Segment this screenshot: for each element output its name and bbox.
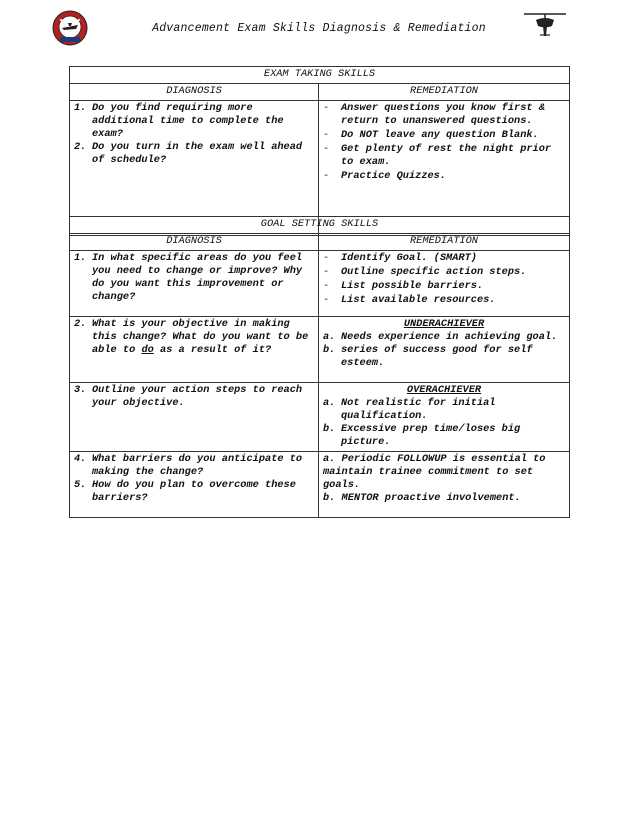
list-item: a. Needs experience in achieving goal.	[323, 331, 558, 343]
table-row	[70, 317, 570, 383]
section-title: GOAL SETTING SKILLS	[70, 217, 570, 234]
table-row	[70, 251, 570, 317]
goal-remediation-cell	[319, 251, 570, 317]
column-header-remediation: REMEDIATION	[319, 234, 570, 251]
list-item: 3. Outline your action steps to reach your objective.	[74, 384, 303, 409]
list-item: b. Excessive prep time/loses big picture.	[323, 423, 521, 448]
section-title: EXAM TAKING SKILLS	[70, 67, 570, 84]
goal-remediation-cell	[319, 383, 570, 452]
list-item: b. series of success good for self esteem.	[323, 344, 533, 369]
list-item: 1. Do you find requiring more additional time to complete the exam?	[74, 102, 284, 140]
followup-note: a. Periodic FOLLOWUP is essential to maintain trainee commitment to set goals.	[323, 453, 546, 491]
page-title: Advancement Exam Skills Diagnosis & Remediation	[152, 22, 486, 35]
list-item: a. Not realistic for initial qualification.	[323, 397, 496, 422]
list-item: 4. What barriers do you anticipate to making the change?	[74, 453, 303, 478]
goal-diagnosis-cell	[70, 251, 319, 317]
underachiever-heading: UNDERACHIEVER	[403, 318, 485, 330]
overachiever-heading: OVERACHIEVER	[406, 384, 482, 396]
goal-setting-skills-table	[69, 216, 570, 518]
column-header-diagnosis: DIAGNOSIS	[70, 84, 319, 101]
list-item: 1. In what specific areas do you feel you need to change or improve? Why do you want this improvement or change?	[74, 252, 303, 303]
list-item: - List available resources.	[323, 294, 496, 306]
list-item: 2. What is your objective in making this change? What do you want to be able to do as a result of it?	[74, 318, 309, 356]
goal-remediation-cell	[319, 452, 570, 518]
page-header	[0, 0, 638, 60]
list-item: - Identify Goal. (SMART)	[323, 252, 477, 264]
list-item: - Outline specific action steps.	[323, 266, 527, 278]
list-item: 5. How do you plan to overcome these barriers?	[74, 479, 296, 504]
table-row	[70, 452, 570, 518]
column-header-diagnosis: DIAGNOSIS	[70, 234, 319, 251]
list-item: 2. Do you turn in the exam well ahead of schedule?	[74, 141, 303, 166]
exam-taking-skills-table	[69, 66, 570, 236]
goal-diagnosis-cell	[70, 383, 319, 452]
list-item: - Practice Quizzes.	[323, 170, 447, 182]
list-item: - List possible barriers.	[323, 280, 484, 292]
list-item: - Get plenty of rest the night prior to exam.	[323, 143, 552, 168]
helicopter-icon	[522, 8, 568, 38]
mentor-note: b. MENTOR proactive involvement.	[323, 492, 521, 504]
goal-diagnosis-cell	[70, 452, 319, 518]
goal-remediation-cell	[319, 317, 570, 383]
table-row	[70, 383, 570, 452]
list-item: - Do NOT leave any question Blank.	[323, 129, 539, 141]
list-item: - Answer questions you know first & return to unanswered questions.	[323, 102, 545, 127]
column-header-remediation: REMEDIATION	[319, 84, 570, 101]
goal-diagnosis-cell	[70, 317, 319, 383]
